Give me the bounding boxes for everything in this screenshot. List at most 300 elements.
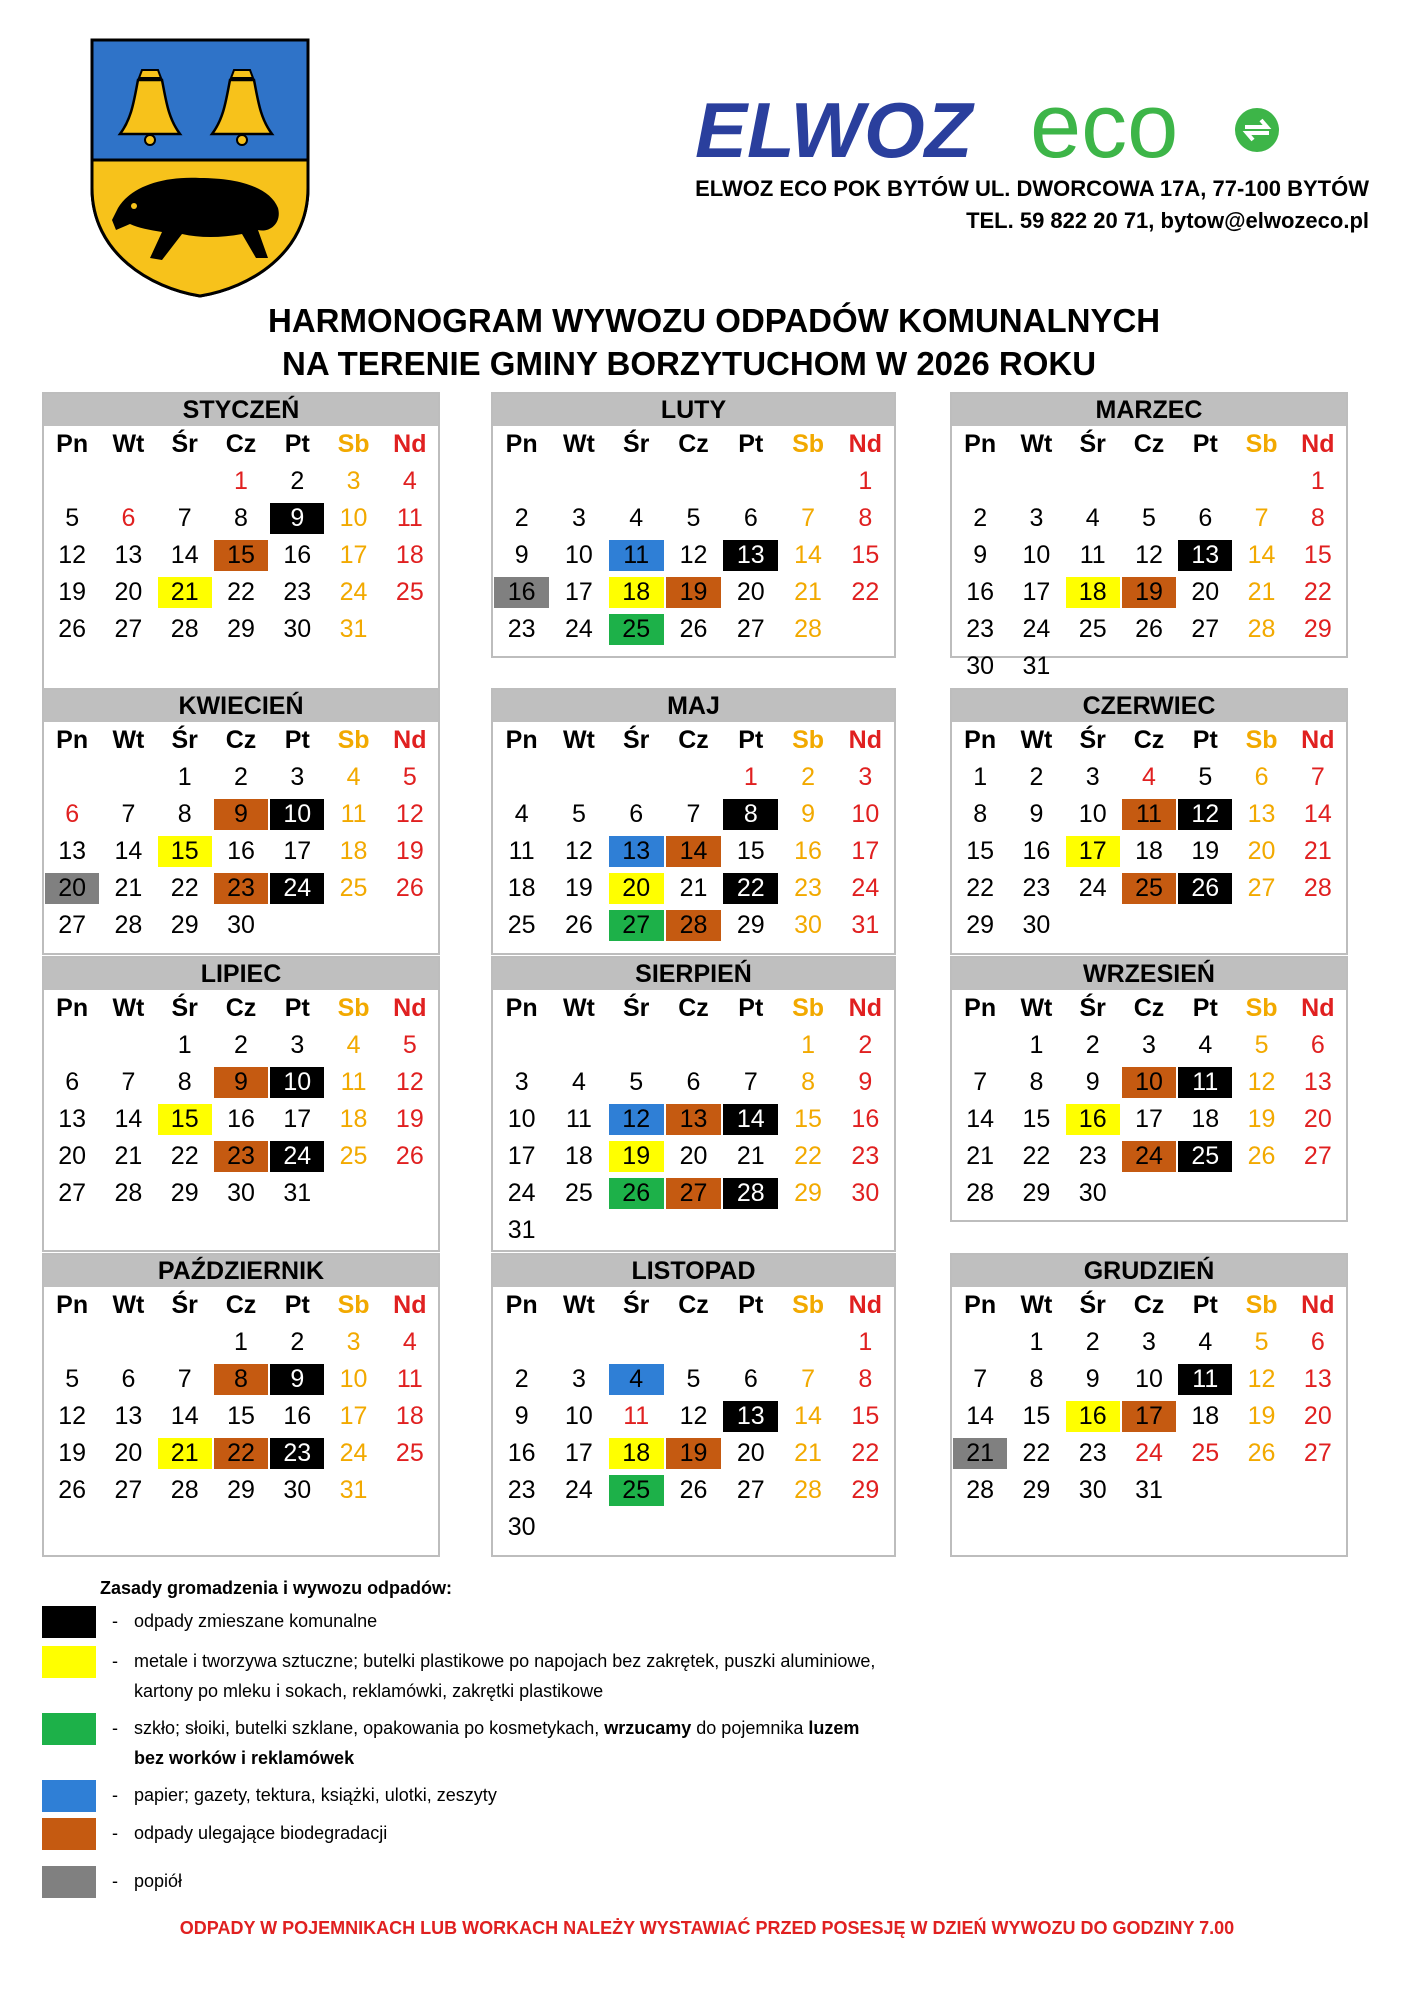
weekday-label: Śr <box>171 726 198 754</box>
day-cell: 3 <box>290 763 305 791</box>
day-cell: 4 <box>402 467 417 495</box>
collection-day-black: 11 <box>1178 1364 1232 1395</box>
day-cell: 18 <box>395 541 424 569</box>
week-row <box>952 574 1346 611</box>
empty-cell <box>1066 651 1120 682</box>
empty-cell <box>838 614 893 645</box>
day-cell: 30 <box>1078 1179 1107 1207</box>
weekday-label: Cz <box>225 430 257 458</box>
week-row <box>493 611 894 648</box>
empty-cell <box>1234 466 1288 497</box>
day-cell: 7 <box>973 1365 988 1393</box>
empty-cell <box>383 1178 437 1209</box>
day-cell: 8 <box>177 1068 192 1096</box>
day-cell: 8 <box>973 800 988 828</box>
weekday-label: Cz <box>678 726 709 754</box>
day-cell: 20 <box>114 1439 143 1467</box>
day-cell: 21 <box>794 1439 822 1467</box>
week-row <box>44 1064 438 1101</box>
day-cell: 16 <box>283 1402 312 1430</box>
day-cell: 24 <box>851 874 880 902</box>
day-cell: 10 <box>507 1105 536 1133</box>
empty-cell <box>551 1327 606 1358</box>
weekday-label: Sb <box>1245 1291 1278 1319</box>
day-cell: 18 <box>395 1402 424 1430</box>
day-cell: 19 <box>58 578 87 606</box>
collection-day-brown: 24 <box>1122 1141 1176 1172</box>
day-cell: 7 <box>973 1068 988 1096</box>
company-contact: TEL. 59 822 20 71, bytow@elwozeco.pl <box>966 208 1369 233</box>
empty-cell <box>270 910 324 941</box>
weekday-label: Nd <box>393 994 427 1022</box>
day-cell: 23 <box>283 578 312 606</box>
legend-swatch <box>42 1780 96 1812</box>
day-cell: 24 <box>1022 615 1051 643</box>
weekday-label: Cz <box>678 430 709 458</box>
empty-cell <box>494 1327 549 1358</box>
collection-day-green: 25 <box>609 1475 664 1506</box>
day-cell: 2 <box>858 1031 873 1059</box>
day-cell: 12 <box>395 800 424 828</box>
empty-cell <box>609 1215 664 1246</box>
weekday-label: Pt <box>284 1291 310 1319</box>
day-cell: 17 <box>283 1105 312 1133</box>
weekday-header-row <box>493 1287 894 1324</box>
day-cell: 5 <box>65 504 80 532</box>
empty-cell <box>780 466 835 497</box>
week-row <box>493 574 894 611</box>
empty-cell <box>1291 1475 1345 1506</box>
day-cell: 27 <box>58 1179 87 1207</box>
weekday-label: Śr <box>171 430 198 458</box>
empty-cell <box>666 1512 721 1543</box>
day-cell: 1 <box>801 1031 815 1059</box>
weekday-label: Nd <box>393 726 427 754</box>
day-cell: 12 <box>1247 1365 1276 1393</box>
day-cell: 1 <box>743 763 758 791</box>
day-cell: 12 <box>395 1068 424 1096</box>
elwoz-eco-logo <box>695 75 1295 185</box>
day-cell: 3 <box>346 467 361 495</box>
day-cell: 7 <box>1310 763 1325 791</box>
day-cell: 31 <box>283 1179 312 1207</box>
day-cell: 16 <box>507 1439 536 1467</box>
weekday-label: Wt <box>112 1291 145 1319</box>
day-cell: 26 <box>58 615 87 643</box>
day-cell: 2 <box>290 467 305 495</box>
day-cell: 18 <box>1191 1105 1220 1133</box>
empty-cell <box>780 1215 835 1246</box>
empty-cell <box>551 466 606 497</box>
weekday-label: Nd <box>1301 430 1335 458</box>
empty-cell <box>101 762 155 793</box>
day-cell: 14 <box>170 541 199 569</box>
collection-day-blue: 11 <box>609 540 664 571</box>
day-cell: 28 <box>794 1476 822 1504</box>
weekday-header-row <box>952 426 1346 463</box>
week-row <box>952 1472 1346 1509</box>
day-cell: 1 <box>1029 1031 1044 1059</box>
week-row <box>44 611 438 648</box>
week-row <box>952 1064 1346 1101</box>
day-cell: 14 <box>170 1402 199 1430</box>
day-cell: 20 <box>114 578 143 606</box>
week-row <box>952 500 1346 537</box>
collection-day-brown: 19 <box>1122 577 1176 608</box>
day-cell: 13 <box>1303 1365 1332 1393</box>
day-cell: 12 <box>565 837 593 865</box>
day-cell: 27 <box>736 615 765 643</box>
collection-day-yellow: 21 <box>158 1438 212 1469</box>
collection-day-blue: 4 <box>609 1364 664 1395</box>
month-calendar <box>491 392 896 658</box>
legend-item-blue <box>42 1780 1034 1812</box>
day-cell: 10 <box>339 504 368 532</box>
week-row <box>493 870 894 907</box>
day-cell: 14 <box>966 1402 995 1430</box>
day-cell: 28 <box>794 615 822 643</box>
empty-cell <box>551 1030 606 1061</box>
day-cell: 21 <box>966 1142 995 1170</box>
weekday-label: Wt <box>112 726 145 754</box>
weekday-label: Nd <box>1301 1291 1335 1319</box>
day-cell: 4 <box>1198 1328 1213 1356</box>
day-cell: 11 <box>508 837 535 865</box>
month-name: LISTOPAD <box>493 1255 894 1287</box>
collection-day-yellow: 16 <box>1066 1104 1120 1135</box>
day-cell: 14 <box>794 541 822 569</box>
empty-cell <box>101 1327 155 1358</box>
weekday-label: Sb <box>1245 430 1278 458</box>
weekday-label: Pn <box>505 430 538 458</box>
day-cell: 5 <box>686 504 701 532</box>
empty-cell <box>1066 466 1120 497</box>
collection-day-gray: 21 <box>953 1438 1007 1469</box>
day-cell: 24 <box>339 578 368 606</box>
page-title-line1: HARMONOGRAM WYWOZU ODPADÓW KOMUNALNYCH <box>268 302 1161 339</box>
day-cell: 24 <box>1135 1439 1163 1467</box>
day-cell: 15 <box>736 837 765 865</box>
day-cell: 28 <box>114 1179 143 1207</box>
weekday-label: Cz <box>1133 726 1165 754</box>
empty-cell <box>1122 466 1176 497</box>
weekday-label: Śr <box>623 430 650 458</box>
day-cell: 23 <box>966 615 995 643</box>
day-cell: 6 <box>743 504 758 532</box>
day-cell: 27 <box>58 911 87 939</box>
day-cell: 27 <box>736 1476 765 1504</box>
empty-cell <box>609 1327 664 1358</box>
day-cell: 15 <box>966 837 995 865</box>
legend-dash: - <box>112 1611 118 1631</box>
day-cell: 21 <box>1303 837 1332 865</box>
day-cell: 1 <box>1310 467 1325 495</box>
day-cell: 21 <box>794 578 822 606</box>
day-cell: 29 <box>966 911 995 939</box>
week-row <box>44 1324 438 1361</box>
day-cell: 11 <box>340 1068 367 1096</box>
week-row <box>952 870 1346 907</box>
day-cell: 27 <box>1303 1142 1332 1170</box>
day-cell: 2 <box>973 504 988 532</box>
day-cell: 7 <box>1254 504 1269 532</box>
collection-day-brown: 9 <box>214 799 268 830</box>
day-cell: 17 <box>339 541 368 569</box>
weekday-header-row <box>44 722 438 759</box>
month-calendar <box>491 1253 896 1557</box>
day-cell: 22 <box>966 874 995 902</box>
day-cell: 28 <box>966 1476 995 1504</box>
day-cell: 18 <box>339 837 368 865</box>
collection-day-black: 25 <box>1178 1141 1232 1172</box>
empty-cell <box>953 1327 1007 1358</box>
day-cell: 6 <box>686 1068 701 1096</box>
day-cell: 11 <box>1079 541 1106 569</box>
day-cell: 8 <box>177 800 192 828</box>
collection-day-black: 12 <box>1178 799 1232 830</box>
weekday-header-row <box>952 990 1346 1027</box>
day-cell: 13 <box>1303 1068 1332 1096</box>
collection-day-yellow: 16 <box>1066 1401 1120 1432</box>
week-row <box>952 648 1346 685</box>
day-cell: 1 <box>973 763 988 791</box>
collection-day-black: 28 <box>723 1178 778 1209</box>
day-cell: 4 <box>571 1068 586 1096</box>
day-cell: 4 <box>1085 504 1100 532</box>
day-cell: 13 <box>1247 800 1276 828</box>
weekday-label: Nd <box>848 1291 882 1319</box>
day-cell: 29 <box>1303 615 1332 643</box>
week-row <box>44 1138 438 1175</box>
weekday-label: Pn <box>964 994 997 1022</box>
day-cell: 15 <box>1022 1105 1051 1133</box>
week-row <box>952 907 1346 944</box>
day-cell: 7 <box>743 1068 758 1096</box>
day-cell: 20 <box>1191 578 1220 606</box>
day-cell: 9 <box>1085 1068 1100 1096</box>
empty-cell <box>45 466 99 497</box>
weekday-label: Wt <box>112 994 145 1022</box>
day-cell: 17 <box>1135 1105 1163 1133</box>
day-cell: 14 <box>966 1105 995 1133</box>
day-cell: 7 <box>177 1365 192 1393</box>
day-cell: 8 <box>858 504 873 532</box>
collection-day-brown: 8 <box>214 1364 268 1395</box>
weekday-header-row <box>493 990 894 1027</box>
day-cell: 9 <box>1029 800 1044 828</box>
weekday-label: Nd <box>1301 994 1335 1022</box>
week-row <box>44 1175 438 1212</box>
collection-day-black: 22 <box>723 873 778 904</box>
day-cell: 22 <box>227 578 255 606</box>
day-cell: 29 <box>170 911 199 939</box>
collection-day-brown: 23 <box>214 1141 268 1172</box>
empty-cell <box>45 1327 99 1358</box>
day-cell: 11 <box>396 504 423 532</box>
collection-day-black: 9 <box>270 503 324 534</box>
day-cell: 30 <box>227 911 255 939</box>
empty-cell <box>158 1327 212 1358</box>
collection-day-brown: 10 <box>1122 1067 1176 1098</box>
weekday-label: Nd <box>393 1291 427 1319</box>
month-name: STYCZEŃ <box>44 394 438 426</box>
legend-text: popiół <box>134 1871 183 1891</box>
day-cell: 3 <box>1142 1031 1156 1059</box>
legend-dash: - <box>112 1785 118 1805</box>
weekday-label: Śr <box>1079 994 1106 1022</box>
week-row <box>952 1027 1346 1064</box>
weekday-label: Śr <box>171 1291 198 1319</box>
week-row <box>952 759 1346 796</box>
day-cell: 15 <box>1022 1402 1051 1430</box>
weekday-label: Pt <box>284 994 310 1022</box>
weekday-label: Pn <box>964 1291 997 1319</box>
week-row <box>44 833 438 870</box>
weekday-label: Pn <box>964 430 997 458</box>
empty-cell <box>383 614 437 645</box>
day-cell: 30 <box>851 1179 880 1207</box>
notice-text: ODPADY W POJEMNIKACH LUB WORKACH NALEŻY WYSTAWIAĆ PRZED POSESJĘ W DZIEŃ WYWOZU DO GODZINY 7.00 <box>179 1918 1235 1938</box>
day-cell: 27 <box>1247 874 1276 902</box>
day-cell: 28 <box>1247 615 1276 643</box>
day-cell: 2 <box>1085 1328 1100 1356</box>
day-cell: 31 <box>339 1476 368 1504</box>
collection-day-brown: 11 <box>1122 799 1176 830</box>
week-row <box>952 1101 1346 1138</box>
empty-cell <box>953 1030 1007 1061</box>
week-row <box>493 1324 894 1361</box>
weekday-label: Pn <box>56 994 89 1022</box>
day-cell: 21 <box>114 874 143 902</box>
legend-swatch <box>42 1866 96 1898</box>
day-cell: 2 <box>1085 1031 1100 1059</box>
weekday-label: Wt <box>1020 726 1053 754</box>
day-cell: 12 <box>1247 1068 1276 1096</box>
day-cell: 23 <box>507 615 536 643</box>
collection-day-brown: 23 <box>214 873 268 904</box>
day-cell: 1 <box>177 1031 192 1059</box>
legend-item-yellow <box>42 1646 1034 1706</box>
day-cell: 18 <box>565 1142 593 1170</box>
empty-cell <box>1234 651 1288 682</box>
day-cell: 16 <box>1022 837 1051 865</box>
day-cell: 9 <box>858 1068 873 1096</box>
weekday-header-row <box>44 990 438 1027</box>
month-calendar <box>491 688 896 955</box>
day-cell: 20 <box>736 1439 765 1467</box>
week-row <box>952 611 1346 648</box>
empty-cell <box>838 1512 893 1543</box>
day-cell: 30 <box>227 1179 255 1207</box>
day-cell: 19 <box>1191 837 1220 865</box>
collection-day-yellow: 21 <box>158 577 212 608</box>
month-calendar <box>950 688 1348 955</box>
day-cell: 23 <box>1022 874 1051 902</box>
day-cell: 2 <box>234 1031 248 1059</box>
day-cell: 26 <box>1247 1142 1276 1170</box>
week-row <box>493 500 894 537</box>
weekday-label: Pt <box>1192 1291 1218 1319</box>
weekday-label: Sb <box>792 430 825 458</box>
day-cell: 3 <box>1142 1328 1156 1356</box>
weekday-label: Sb <box>337 430 370 458</box>
day-cell: 17 <box>565 1439 593 1467</box>
empty-cell <box>1178 910 1232 941</box>
day-cell: 12 <box>58 541 87 569</box>
day-cell: 5 <box>686 1365 701 1393</box>
weekday-label: Cz <box>678 994 709 1022</box>
day-cell: 22 <box>851 1439 880 1467</box>
day-cell: 17 <box>507 1142 536 1170</box>
collection-day-brown: 15 <box>214 540 268 571</box>
week-row <box>44 1101 438 1138</box>
collection-day-black: 14 <box>723 1104 778 1135</box>
logo-text-elwoz: ELWOZ <box>695 86 973 174</box>
empty-cell <box>723 1215 778 1246</box>
week-row <box>493 1509 894 1546</box>
day-cell: 1 <box>234 1328 248 1356</box>
week-row <box>493 537 894 574</box>
month-name: MARZEC <box>952 394 1346 426</box>
empty-cell <box>609 466 664 497</box>
collection-day-brown: 19 <box>666 577 721 608</box>
legend-item-green <box>42 1713 1034 1773</box>
weekday-label: Pt <box>284 430 310 458</box>
day-cell: 2 <box>1029 763 1044 791</box>
weekday-label: Cz <box>1133 1291 1165 1319</box>
weekday-label: Pt <box>738 1291 764 1319</box>
day-cell: 26 <box>1135 615 1163 643</box>
weekday-label: Nd <box>393 430 427 458</box>
day-cell: 10 <box>565 541 593 569</box>
weekday-label: Pn <box>56 726 89 754</box>
week-row <box>44 1027 438 1064</box>
weekday-label: Pt <box>738 430 764 458</box>
month-calendar <box>42 392 440 690</box>
day-cell: 5 <box>402 1031 417 1059</box>
collection-day-black: 8 <box>723 799 778 830</box>
legend-text: papier; gazety, tektura, książki, ulotki, zeszyty <box>134 1785 497 1805</box>
day-cell: 14 <box>114 837 143 865</box>
empty-cell <box>1234 1475 1288 1506</box>
week-row <box>44 463 438 500</box>
day-cell: 28 <box>170 615 199 643</box>
day-cell: 10 <box>1022 541 1051 569</box>
collection-day-brown: 19 <box>666 1438 721 1469</box>
day-cell: 12 <box>679 541 708 569</box>
day-cell: 7 <box>686 800 701 828</box>
weekday-label: Sb <box>1245 994 1278 1022</box>
empty-cell <box>780 1327 835 1358</box>
weekday-label: Nd <box>1301 726 1335 754</box>
day-cell: 7 <box>177 504 192 532</box>
day-cell: 29 <box>170 1179 199 1207</box>
day-cell: 24 <box>565 615 593 643</box>
collection-day-brown: 22 <box>214 1438 268 1469</box>
day-cell: 21 <box>736 1142 765 1170</box>
week-row <box>952 796 1346 833</box>
weekday-label: Śr <box>1079 726 1106 754</box>
week-row <box>493 833 894 870</box>
day-cell: 1 <box>177 763 192 791</box>
day-cell: 31 <box>507 1216 536 1244</box>
weekday-label: Sb <box>1245 726 1278 754</box>
weekday-label: Pt <box>1192 994 1218 1022</box>
weekday-label: Pn <box>505 1291 538 1319</box>
day-cell: 13 <box>58 837 87 865</box>
month-name: WRZESIEŃ <box>952 958 1346 990</box>
collection-day-black: 13 <box>723 1401 778 1432</box>
